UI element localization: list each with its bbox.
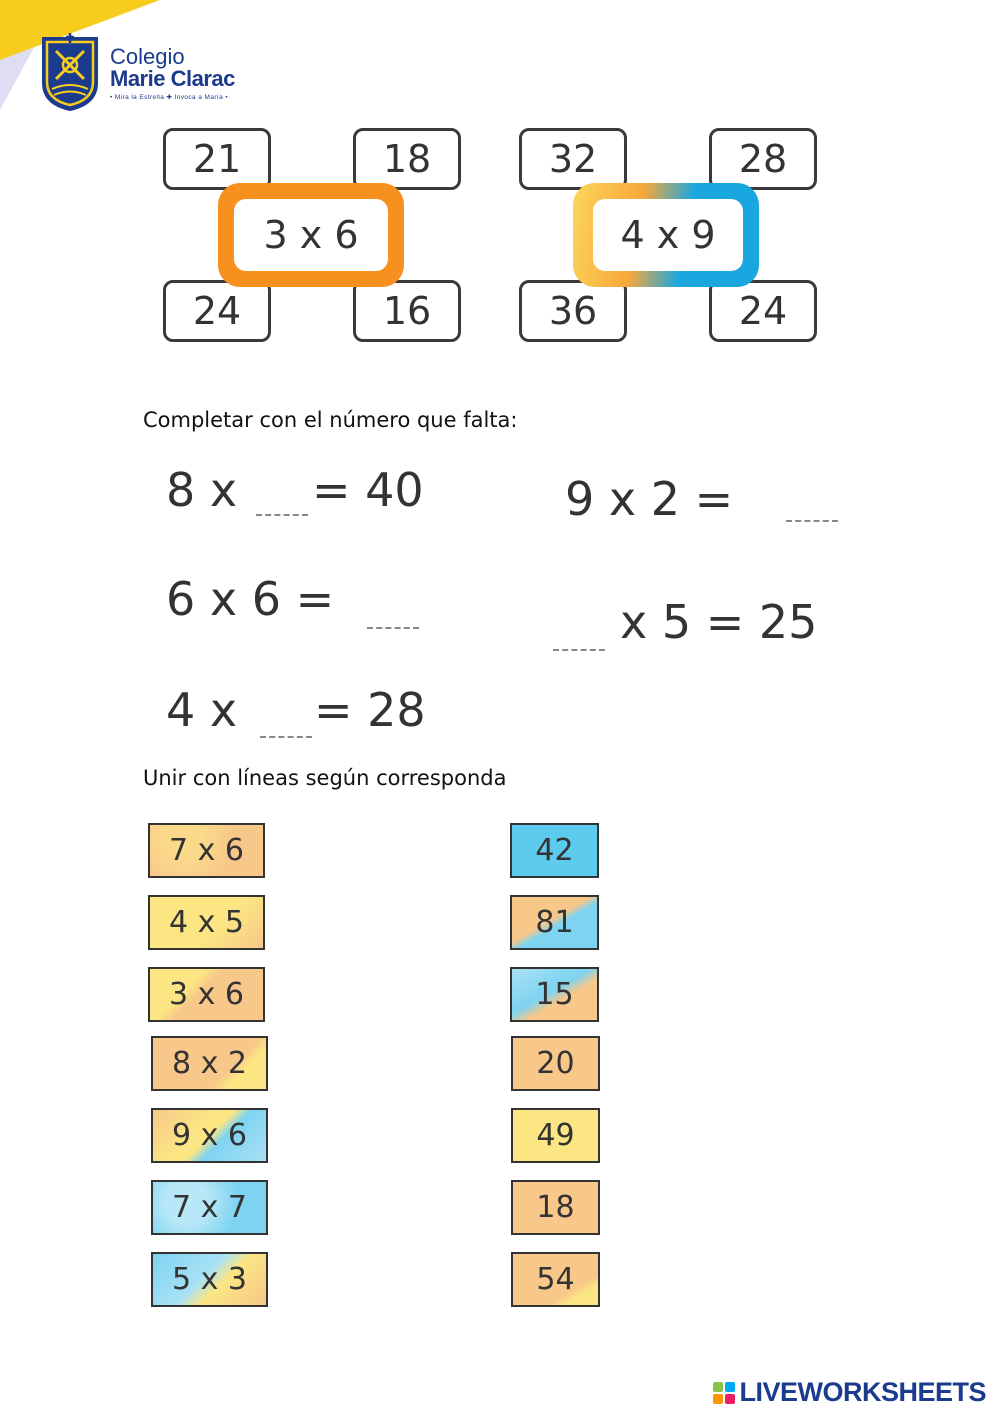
puzzle-2-bottom-right: 24 [709, 280, 817, 342]
equation-1-left: 8 x [166, 463, 238, 517]
puzzle-2-bottom-left: 36 [519, 280, 627, 342]
match-left-card[interactable] [151, 1252, 268, 1307]
logo-title-line1: Colegio [110, 44, 185, 69]
equation-4-left: 9 x 2 = [565, 472, 734, 526]
match-right-card-label: 18 [536, 1190, 575, 1225]
liveworksheets-brand [713, 1377, 986, 1408]
instruction-complete: Completar con el número que falta: [143, 408, 518, 432]
puzzle-1-bottom-right: 16 [353, 280, 461, 342]
match-right-card[interactable] [510, 895, 599, 950]
match-right-card[interactable] [511, 1036, 600, 1091]
school-crest-icon [38, 33, 102, 113]
liveworksheets-text: LIVEWORKSHEETS [739, 1377, 986, 1407]
match-left-card-label: 7 x 7 [172, 1190, 247, 1225]
match-left-card[interactable] [148, 895, 265, 950]
equation-5-blank[interactable] [553, 649, 605, 651]
match-left-card[interactable] [151, 1036, 268, 1091]
puzzle-1-bottom-left: 24 [163, 280, 271, 342]
equation-1-right: = 40 [312, 463, 424, 517]
match-right-card-label: 15 [535, 977, 574, 1012]
match-right-card-label: 81 [535, 905, 574, 940]
match-left-card[interactable] [151, 1108, 268, 1163]
equation-2-left: 6 x 6 = [166, 572, 335, 626]
match-right-card-label: 42 [535, 833, 574, 868]
match-right-card[interactable] [510, 967, 599, 1022]
match-left-card[interactable] [148, 823, 265, 878]
match-left-card-label: 5 x 3 [172, 1262, 247, 1297]
match-right-card-label: 49 [536, 1118, 575, 1153]
equation-3-right: = 28 [314, 683, 426, 737]
puzzle-2-top-left: 32 [519, 128, 627, 190]
match-left-card[interactable] [148, 967, 265, 1022]
puzzle-1-top-left: 21 [163, 128, 271, 190]
equation-1-blank[interactable] [256, 514, 308, 516]
logo-title-line2: Marie Clarac [110, 66, 235, 91]
match-left-card-label: 7 x 6 [169, 833, 244, 868]
match-left-card-label: 3 x 6 [169, 977, 244, 1012]
match-right-card-label: 54 [536, 1262, 575, 1297]
equation-2-blank[interactable] [367, 627, 419, 629]
match-left-card-label: 9 x 6 [172, 1118, 247, 1153]
puzzle-1-center [218, 183, 404, 287]
match-left-card-label: 4 x 5 [169, 905, 244, 940]
match-left-card[interactable] [151, 1180, 268, 1235]
liveworksheets-logo-icon [713, 1382, 735, 1404]
puzzle-1-center-label: 3 x 6 [234, 199, 388, 271]
puzzle-2-center-label: 4 x 9 [593, 199, 743, 271]
equation-4-blank[interactable] [786, 520, 838, 522]
puzzle-1-top-right: 18 [353, 128, 461, 190]
puzzle-2-top-right: 28 [709, 128, 817, 190]
logo-motto: • Mira la Estrella ✚ Invoca a María • [110, 94, 228, 101]
equation-5-right: x 5 = 25 [620, 595, 818, 649]
puzzle-2-center [573, 183, 759, 287]
match-right-card[interactable] [511, 1180, 600, 1235]
equation-3-blank[interactable] [260, 736, 312, 738]
instruction-match: Unir con líneas según corresponda [143, 766, 507, 790]
equation-3-left: 4 x [166, 683, 238, 737]
match-right-card[interactable] [511, 1108, 600, 1163]
match-right-card-label: 20 [536, 1046, 575, 1081]
match-right-card[interactable] [510, 823, 599, 878]
match-left-card-label: 8 x 2 [172, 1046, 247, 1081]
match-right-card[interactable] [511, 1252, 600, 1307]
